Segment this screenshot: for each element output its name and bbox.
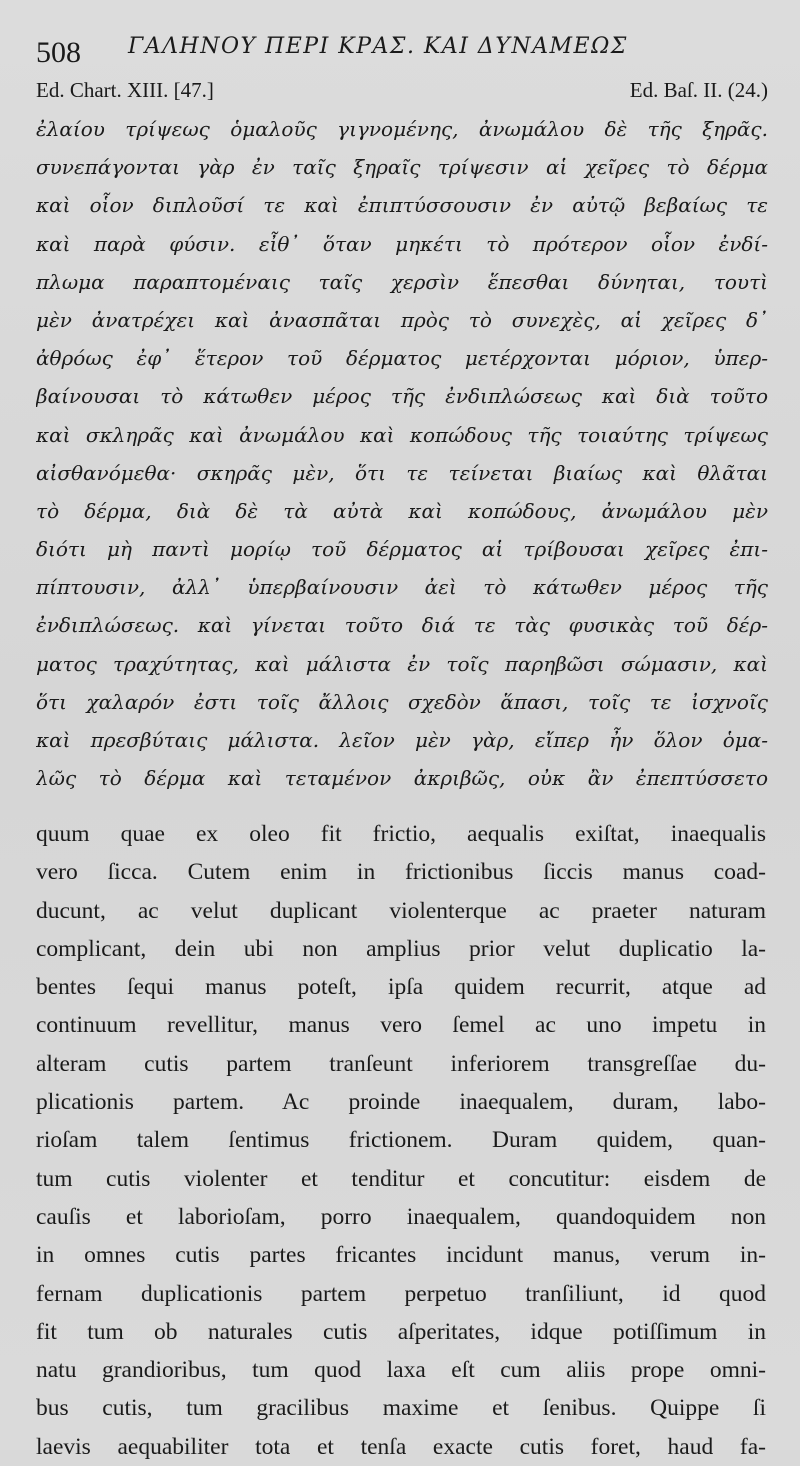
latin-text-line: ducunt, ac velut duplicant violenterque ac praeter naturam — [36, 897, 766, 924]
latin-text-line: bus cutis, tum gracilibus maxime et ſenibus. Quippe ſi — [36, 1395, 766, 1422]
page-number: 508 — [36, 36, 81, 69]
latin-text-line: vero ſicca. Cutem enim in frictionibus ſiccis manus coad- — [36, 859, 766, 886]
greek-text-line: ματος τραχύτητας, καὶ μάλιστα ἐν τοῖς παρηβῶσι σώμασιν, καὶ — [36, 651, 768, 676]
greek-text-line: καὶ οἷον διπλοῦσί τε καὶ ἐπιπτύσσουσιν ἐν αὐτῷ βεβαίως τε — [36, 193, 768, 218]
greek-text-line: ἀθρόως ἐφ᾽ ἕτερον τοῦ δέρματος μετέρχονται μόριον, ὑπερ- — [36, 346, 768, 371]
edition-reference-chart: Ed. Chart. XIII. [47.] — [36, 78, 214, 102]
latin-text-line: rioſam talem ſentimus frictionem. Duram quidem, quan- — [36, 1127, 766, 1154]
latin-text-line: laevis aequabiliter tota et tenſa exacte cutis foret, haud fa- — [36, 1433, 766, 1460]
greek-text-line: ὅτι χαλαρόν ἐστι τοῖς ἄλλοις σχεδὸν ἅπασι, τοῖς τε ἰσχνοῖς — [36, 689, 768, 714]
greek-text-line: βαίνουσαι τὸ κάτωθεν μέρος τῆς ἐνδιπλώσεως καὶ διὰ τοῦτο — [36, 384, 768, 409]
edition-reference-line — [36, 78, 768, 112]
greek-text-line: καὶ παρὰ φύσιν. εἶθ᾽ ὅταν μηκέτι τὸ πρότερον οἷον ἐνδί- — [36, 231, 768, 256]
latin-text-line: complicant, dein ubi non amplius prior velut duplicatio la- — [36, 935, 766, 962]
latin-text-line: plicationis partem. Ac proinde inaequalem, duram, labo- — [36, 1089, 766, 1116]
greek-text-line: διότι μὴ παντὶ μορίῳ τοῦ δέρματος αἱ τρίβουσαι χεῖρες ἐπι- — [36, 537, 768, 562]
greek-text-line: αἰσθανόμεθα· σκηρᾶς μὲν, ὅτι τε τείνεται βιαίως καὶ θλᾶται — [36, 460, 768, 485]
latin-text-line: natu grandioribus, tum quod laxa eſt cum aliis prope omni- — [36, 1357, 766, 1384]
greek-text-line: μὲν ἀνατρέχει καὶ ἀνασπᾶται πρὸς τὸ συνεχὲς, αἱ χεῖρες δ᾽ — [36, 307, 768, 332]
latin-text-line: alteram cutis partem tranſeunt inferiorem transgreſſae du- — [36, 1050, 766, 1077]
greek-text-line: ἐνδιπλώσεως. καὶ γίνεται τοῦτο διά τε τὰς φυσικὰς τοῦ δέρ- — [36, 613, 768, 638]
latin-text-line: fit tum ob naturales cutis aſperitates, idque potiſſimum in — [36, 1318, 766, 1345]
latin-text-line: bentes ſequi manus poteſt, ipſa quidem recurrit, atque ad — [36, 974, 766, 1001]
running-head — [36, 28, 776, 72]
greek-text-line: τὸ δέρμα, διὰ δὲ τὰ αὐτὰ καὶ κοπώδους, ἀνωμάλου μὲν — [36, 498, 768, 523]
greek-text-line: πίπτουσιν, ἀλλ᾽ ὑπερβαίνουσιν ἀεὶ τὸ κάτωθεν μέρος τῆς — [36, 575, 768, 600]
latin-text-line: quum quae ex oleo fit frictio, aequalis exiſtat, inaequalis — [36, 821, 766, 847]
latin-text-line: fernam duplicationis partem perpetuo tranſiliunt, id quod — [36, 1280, 766, 1307]
running-title: ΓΑΛΗΝΟΥ ΠΕΡΙ ΚΡΑΣ. ΚΑΙ ΔΥΝΑΜΕΩΣ — [128, 34, 628, 59]
greek-text-block — [36, 110, 768, 797]
greek-text-line: συνεπάγονται γὰρ ἐν ταῖς ξηραῖς τρίψεσιν αἱ χεῖρες τὸ δέρμα — [36, 155, 768, 180]
greek-text-line: ἐλαίου τρίψεως ὁμαλοῦς γιγνομένης, ἀνωμάλου δὲ τῆς ξηρᾶς. — [36, 117, 768, 141]
latin-text-line: tum cutis violenter et tenditur et concutitur: eisdem de — [36, 1165, 766, 1192]
latin-text-line: cauſis et laborioſam, porro inaequalem, quandoquidem non — [36, 1203, 766, 1230]
greek-text-line: λῶς τὸ δέρμα καὶ τεταμένον ἀκριβῶς, οὐκ ἂν ἐπεπτύσσετο — [36, 766, 768, 791]
latin-text-line: continuum revellitur, manus vero ſemel ac uno impetu in — [36, 1012, 766, 1039]
greek-text-line: πλωμα παραπτομέναις ταῖς χερσὶν ἕπεσθαι δύνηται, τουτὶ — [36, 269, 768, 294]
edition-reference-basel: Ed. Baſ. II. (24.) — [629, 78, 768, 102]
latin-text-line: in omnes cutis partes fricantes incidunt manus, verum in- — [36, 1242, 766, 1269]
greek-text-line: καὶ σκληρᾶς καὶ ἀνωμάλου καὶ κοπώδους τῆς τοιαύτης τρίψεως — [36, 422, 768, 447]
latin-text-block — [36, 815, 766, 1466]
greek-text-line: καὶ πρεσβύταις μάλιστα. λεῖον μὲν γὰρ, εἴπερ ἦν ὅλον ὁμα- — [36, 728, 768, 752]
